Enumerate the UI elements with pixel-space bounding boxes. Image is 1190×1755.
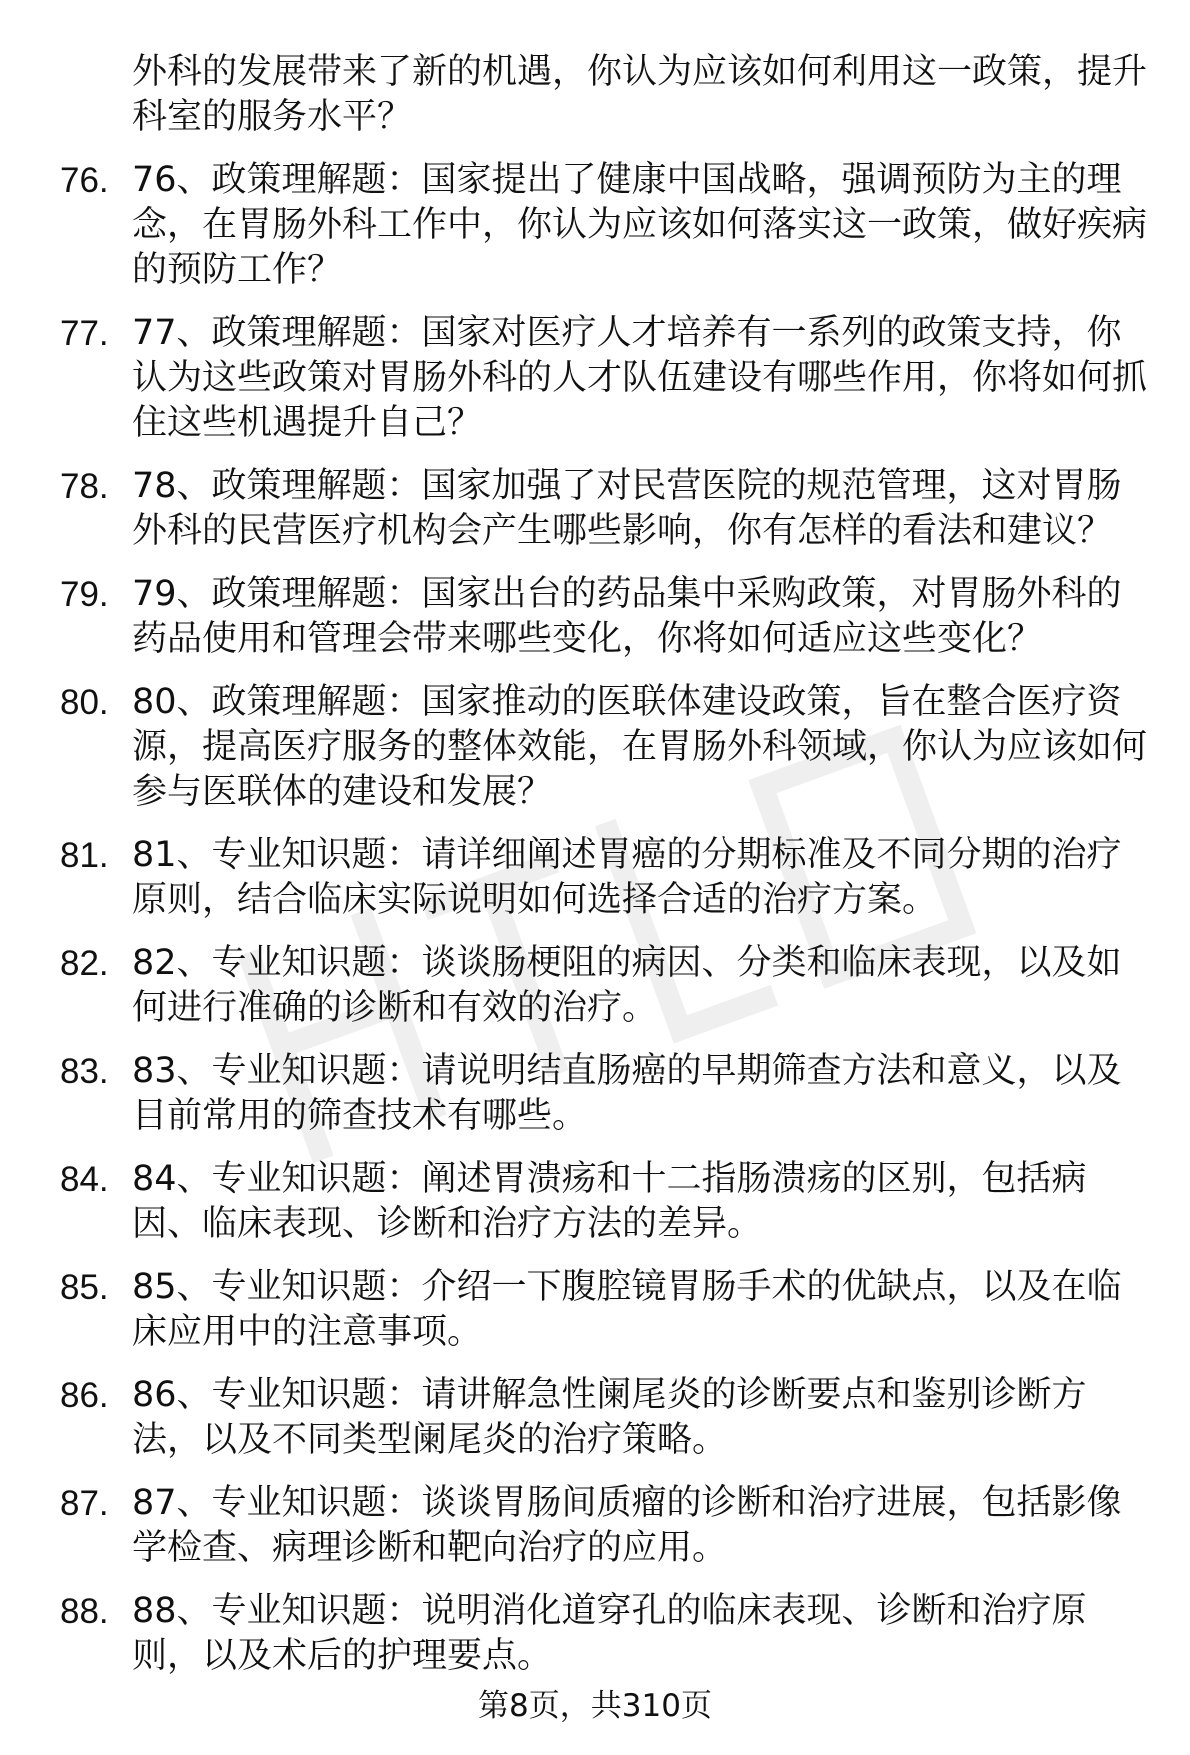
question-text: 84、专业知识题：阐述胃溃疡和十二指肠溃疡的区别，包括病因、临床表现、诊断和治疗方法的差异。 [132,1159,1087,1244]
question-text: 80、政策理解题：国家推动的医联体建设政策，旨在整合医疗资源，提高医疗服务的整体效能，在胃肠外科领域，你认为应该如何参与医联体的建设和发展？ [132,682,1148,812]
question-item [0,464,1190,554]
question-number: 88. [60,1592,109,1631]
question-text: 83、专业知识题：请说明结直肠癌的早期筛查方法和意义，以及目前常用的筛查技术有哪些。 [132,1051,1122,1136]
question-item [0,1373,1190,1463]
question-item [0,1481,1190,1571]
question-number: 77. [60,314,109,353]
question-number: 78. [60,467,109,506]
question-number: 80. [60,683,109,722]
question-text: 79、政策理解题：国家出台的药品集中采购政策，对胃肠外科的药品使用和管理会带来哪些变化，你将如何适应这些变化？ [132,574,1122,659]
question-item [0,1589,1190,1679]
continued-question-text: 外科的发展带来了新的机遇，你认为应该如何利用这一政策，提升科室的服务水平？ [132,52,1148,137]
question-text: 81、专业知识题：请详细阐述胃癌的分期标准及不同分期的治疗原则，结合临床实际说明如何选择合适的治疗方案。 [132,835,1122,920]
question-number: 81. [60,836,109,875]
question-item [0,941,1190,1031]
page-footer: 第8页，共310页 [478,1688,712,1724]
question-number: 86. [60,1376,109,1415]
question-item [0,1157,1190,1247]
question-item [0,833,1190,923]
question-number: 87. [60,1484,109,1523]
question-number: 79. [60,575,109,614]
question-text: 88、专业知识题：说明消化道穿孔的临床表现、诊断和治疗原则，以及术后的护理要点。 [132,1591,1087,1676]
question-number: 82. [60,944,109,983]
question-item [0,572,1190,662]
question-text: 77、政策理解题：国家对医疗人才培养有一系列的政策支持，你认为这些政策对胃肠外科的人才队伍建设有哪些作用，你将如何抓住这些机遇提升自己？ [132,313,1148,443]
question-list [0,158,1190,1697]
question-number: 85. [60,1268,109,1307]
question-item [0,158,1190,293]
question-text: 87、专业知识题：谈谈胃肠间质瘤的诊断和治疗进展，包括影像学检查、病理诊断和靶向治疗的应用。 [132,1483,1122,1568]
question-text: 76、政策理解题：国家提出了健康中国战略，强调预防为主的理念，在胃肠外科工作中，你认为应该如何落实这一政策，做好疾病的预防工作？ [132,160,1148,290]
question-text: 85、专业知识题：介绍一下腹腔镜胃肠手术的优缺点，以及在临床应用中的注意事项。 [132,1267,1122,1352]
question-text: 86、专业知识题：请讲解急性阑尾炎的诊断要点和鉴别诊断方法，以及不同类型阑尾炎的治疗策略。 [132,1375,1087,1460]
question-item [0,311,1190,446]
question-number: 76. [60,161,109,200]
question-item [0,680,1190,815]
question-text: 82、专业知识题：谈谈肠梗阻的病因、分类和临床表现，以及如何进行准确的诊断和有效的治疗。 [132,943,1122,1028]
question-text: 78、政策理解题：国家加强了对民营医院的规范管理，这对胃肠外科的民营医疗机构会产生哪些影响，你有怎样的看法和建议？ [132,466,1122,551]
question-item [0,1049,1190,1139]
question-item [0,1265,1190,1355]
question-number: 83. [60,1052,109,1091]
question-number: 84. [60,1160,109,1199]
